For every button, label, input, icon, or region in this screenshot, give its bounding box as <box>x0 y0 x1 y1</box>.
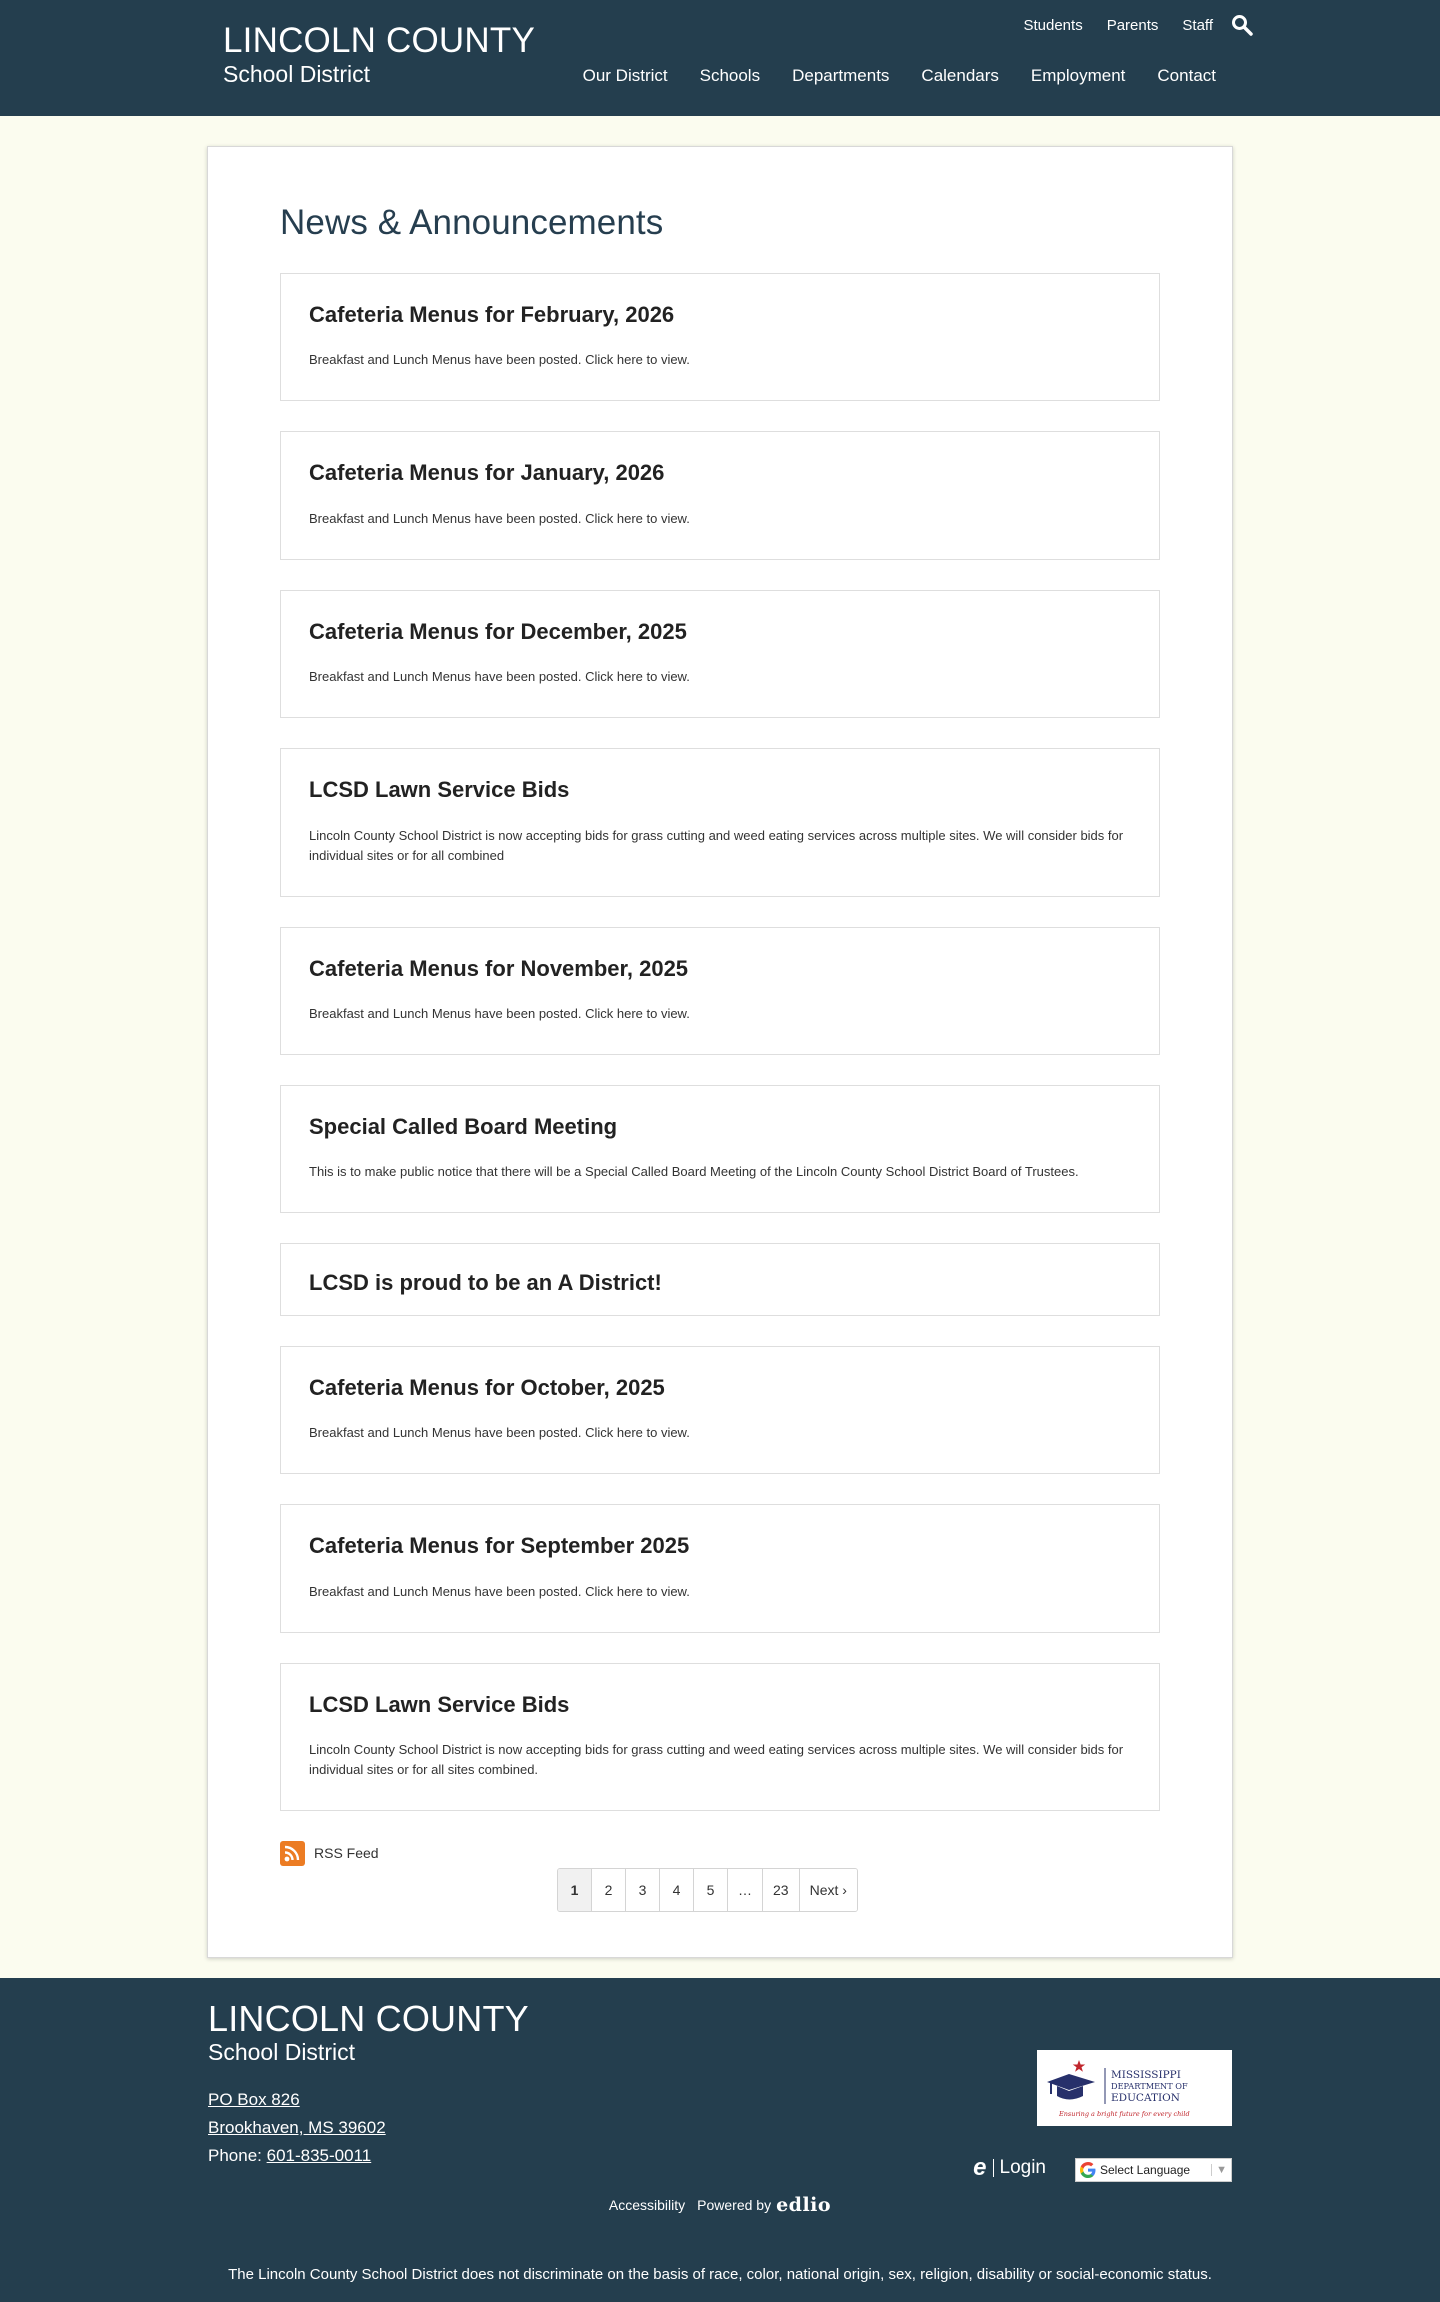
logo-line1: LINCOLN COUNTY <box>223 21 536 60</box>
language-label: Select Language <box>1100 2162 1191 2177</box>
news-item[interactable] <box>280 273 1160 401</box>
news-summary: Breakfast and Lunch Menus have been posted. Click here to view. <box>309 352 690 368</box>
login-link[interactable] <box>973 2154 1046 2182</box>
news-title: LCSD Lawn Service Bids <box>309 1691 570 1717</box>
site-header <box>0 0 1440 116</box>
graduation-cap-icon <box>1045 2056 1224 2120</box>
news-summary: This is to make public notice that there will be a Special Called Board Meeting of the Lincoln County School District Board of Trustees. <box>309 1164 1079 1180</box>
news-title: Special Called Board Meeting <box>309 1113 618 1139</box>
footer-links <box>0 2194 1440 2216</box>
news-summary: Breakfast and Lunch Menus have been posted. Click here to view. <box>309 510 690 526</box>
news-summary: Lincoln County School District is now accepting bids for grass cutting and weed eating services across multiple sites. We will consider bids for individual sites or for all sites combined. <box>309 1741 1124 1777</box>
page-button-5[interactable]: 5 <box>694 1869 728 1911</box>
footer-address <box>208 2086 386 2170</box>
svg-text:MISSISSIPPI: MISSISSIPPI <box>1111 2068 1181 2081</box>
rss-label: RSS Feed <box>314 1845 379 1862</box>
login-label: Login <box>999 2156 1046 2178</box>
news-summary: Breakfast and Lunch Menus have been posted. Click here to view. <box>309 1425 690 1441</box>
site-logo[interactable] <box>223 22 535 88</box>
news-item[interactable] <box>280 590 1160 718</box>
news-item[interactable] <box>280 1504 1160 1632</box>
footer-logo-line2: School District <box>208 2038 355 2065</box>
page-button-3[interactable]: 3 <box>626 1869 660 1911</box>
powered-by-edlio-link[interactable] <box>697 2194 831 2216</box>
utility-link-parents[interactable]: Parents <box>1106 16 1159 34</box>
page-button-23[interactable]: 23 <box>763 1869 800 1911</box>
svg-text:Ensuring a bright future for e: Ensuring a bright future for every child <box>1059 2109 1190 2118</box>
news-title: Cafeteria Menus for November, 2025 <box>309 955 689 981</box>
nav-our-district[interactable]: Our District <box>582 66 668 85</box>
main-nav <box>551 66 1216 86</box>
language-select[interactable] <box>1075 2158 1232 2182</box>
rss-icon <box>280 1841 305 1866</box>
svg-text:EDUCATION: EDUCATION <box>1111 2091 1180 2104</box>
search-button[interactable] <box>1231 14 1253 36</box>
footer-logo <box>208 1997 529 2066</box>
news-summary: Breakfast and Lunch Menus have been posted. Click here to view. <box>309 669 690 685</box>
utility-link-staff[interactable]: Staff <box>1182 16 1213 34</box>
nondiscrimination-statement: The Lincoln County School District does not discriminate on the basis of race, color, national origin, sex, religion, disability or social-economic status. <box>228 2265 1212 2283</box>
news-list <box>280 273 1160 1811</box>
nav-employment[interactable]: Employment <box>1030 66 1126 85</box>
accessibility-link[interactable]: Accessibility <box>608 2196 686 2213</box>
login-divider <box>993 2159 994 2177</box>
nav-contact[interactable]: Contact <box>1157 66 1216 85</box>
news-summary: Lincoln County School District is now accepting bids for grass cutting and weed eating services across multiple sites. We will consider bids for individual sites or for all combined <box>309 827 1124 863</box>
address-line2-link[interactable]: Brookhaven, MS 39602 <box>208 2117 386 2137</box>
rss-feed-link[interactable] <box>280 1841 379 1866</box>
phone-line <box>208 2142 386 2170</box>
news-item[interactable] <box>280 927 1160 1055</box>
chevron-down-icon: ▼ <box>1211 2164 1227 2176</box>
address-line1-link[interactable]: PO Box 826 <box>208 2089 300 2109</box>
phone-label: Phone: <box>208 2145 267 2165</box>
news-title: LCSD is proud to be an A District! <box>309 1270 662 1296</box>
logo-line2: School District <box>223 61 370 87</box>
utility-link-students[interactable]: Students <box>1023 16 1083 34</box>
svg-text:DEPARTMENT OF: DEPARTMENT OF <box>1111 2080 1188 2091</box>
content-card <box>207 146 1233 1958</box>
site-footer <box>0 1978 1440 2302</box>
news-title: Cafeteria Menus for October, 2025 <box>309 1374 665 1400</box>
phone-link[interactable]: 601-835-0011 <box>266 2145 372 2165</box>
page-ellipsis: … <box>728 1869 763 1911</box>
news-title: Cafeteria Menus for January, 2026 <box>309 460 665 486</box>
page-title: News & Announcements <box>280 203 664 242</box>
nav-departments[interactable]: Departments <box>792 66 890 85</box>
news-item[interactable] <box>280 748 1160 896</box>
news-title: Cafeteria Menus for September 2025 <box>309 1533 690 1559</box>
page-button-1[interactable]: 1 <box>558 1869 592 1911</box>
news-item[interactable] <box>280 1663 1160 1811</box>
page-button-2[interactable]: 2 <box>592 1869 626 1911</box>
news-title: Cafeteria Menus for December, 2025 <box>309 618 687 644</box>
news-item[interactable] <box>280 1085 1160 1213</box>
nav-schools[interactable]: Schools <box>699 66 761 85</box>
powered-by-label: Powered by <box>697 2196 772 2213</box>
search-icon <box>1231 14 1253 36</box>
news-item[interactable] <box>280 431 1160 559</box>
next-page-button[interactable]: Next › <box>800 1869 857 1911</box>
news-item[interactable] <box>280 1346 1160 1474</box>
news-title: Cafeteria Menus for February, 2026 <box>309 302 675 327</box>
google-icon <box>1080 2162 1096 2178</box>
news-title: LCSD Lawn Service Bids <box>309 777 570 803</box>
page-button-4[interactable]: 4 <box>660 1869 694 1911</box>
edlio-wordmark: edlio <box>776 2193 832 2216</box>
news-summary: Breakfast and Lunch Menus have been posted. Click here to view. <box>309 1005 690 1021</box>
pagination <box>557 1868 858 1912</box>
edlio-logo-icon: e <box>973 2153 987 2181</box>
news-item[interactable] <box>280 1243 1160 1315</box>
mde-logo[interactable] <box>1037 2050 1232 2126</box>
list-footer <box>280 1841 1160 1911</box>
news-summary: Breakfast and Lunch Menus have been posted. Click here to view. <box>309 1583 690 1599</box>
footer-logo-line1: LINCOLN COUNTY <box>208 1997 529 2039</box>
nav-calendars[interactable]: Calendars <box>921 66 999 85</box>
utility-nav <box>999 14 1253 36</box>
